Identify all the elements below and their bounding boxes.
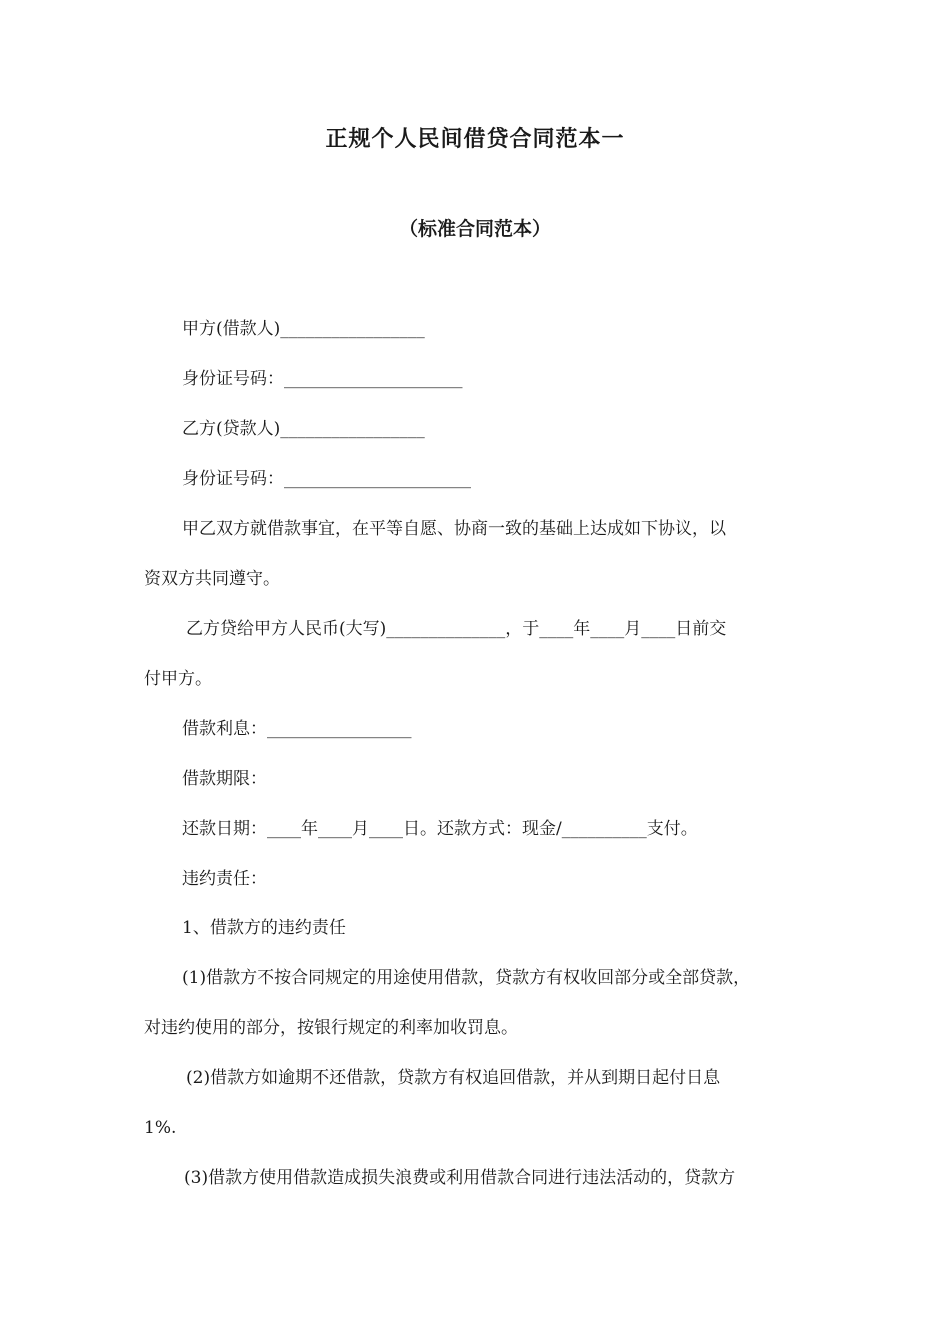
party-b-field: 乙方(贷款人)_________________ [182, 419, 425, 439]
repayment-field: 还款日期：____年____月____日。还款方式：现金/__________支付。 [182, 819, 698, 839]
document-subtitle: （标准合同范本） [398, 218, 551, 240]
preamble-paragraph-line-2: 资双方共同遵守。 [144, 569, 280, 589]
clause-1-2-line-2: 1%. [144, 1118, 177, 1138]
loan-amount-line-2: 付甲方。 [144, 669, 212, 689]
party-b-id-field: 身份证号码：______________________ [182, 469, 471, 489]
clause-1-1-line-2: 对违约使用的部分，按银行规定的利率加收罚息。 [144, 1018, 518, 1038]
preamble-paragraph-line-1: 甲乙双方就借款事宜，在平等自愿、协商一致的基础上达成如下协议，以 [182, 519, 726, 539]
breach-heading: 违约责任： [182, 869, 267, 889]
loan-amount-line-1: 乙方贷给甲方人民币(大写)______________，于____年____月____日前交 [186, 619, 727, 639]
clause-1-1-line-1: (1)借款方不按合同规定的用途使用借款，贷款方有权收回部分或全部贷款， [182, 968, 751, 988]
document-title: 正规个人民间借贷合同范本一 [325, 127, 625, 152]
term-field: 借款期限： [182, 769, 267, 789]
clause-1-2-line-1: (2)借款方如逾期不还借款，贷款方有权追回借款，并从到期日起付日息 [186, 1068, 721, 1088]
clause-1-heading: 1、借款方的违约责任 [182, 918, 346, 938]
interest-field: 借款利息：_________________ [182, 719, 412, 739]
party-a-field: 甲方(借款人)_________________ [182, 319, 425, 339]
clause-1-3-line-1: (3)借款方使用借款造成损失浪费或利用借款合同进行违法活动的，贷款方 [184, 1168, 736, 1188]
party-a-id-field: 身份证号码：_____________________ [182, 369, 463, 389]
